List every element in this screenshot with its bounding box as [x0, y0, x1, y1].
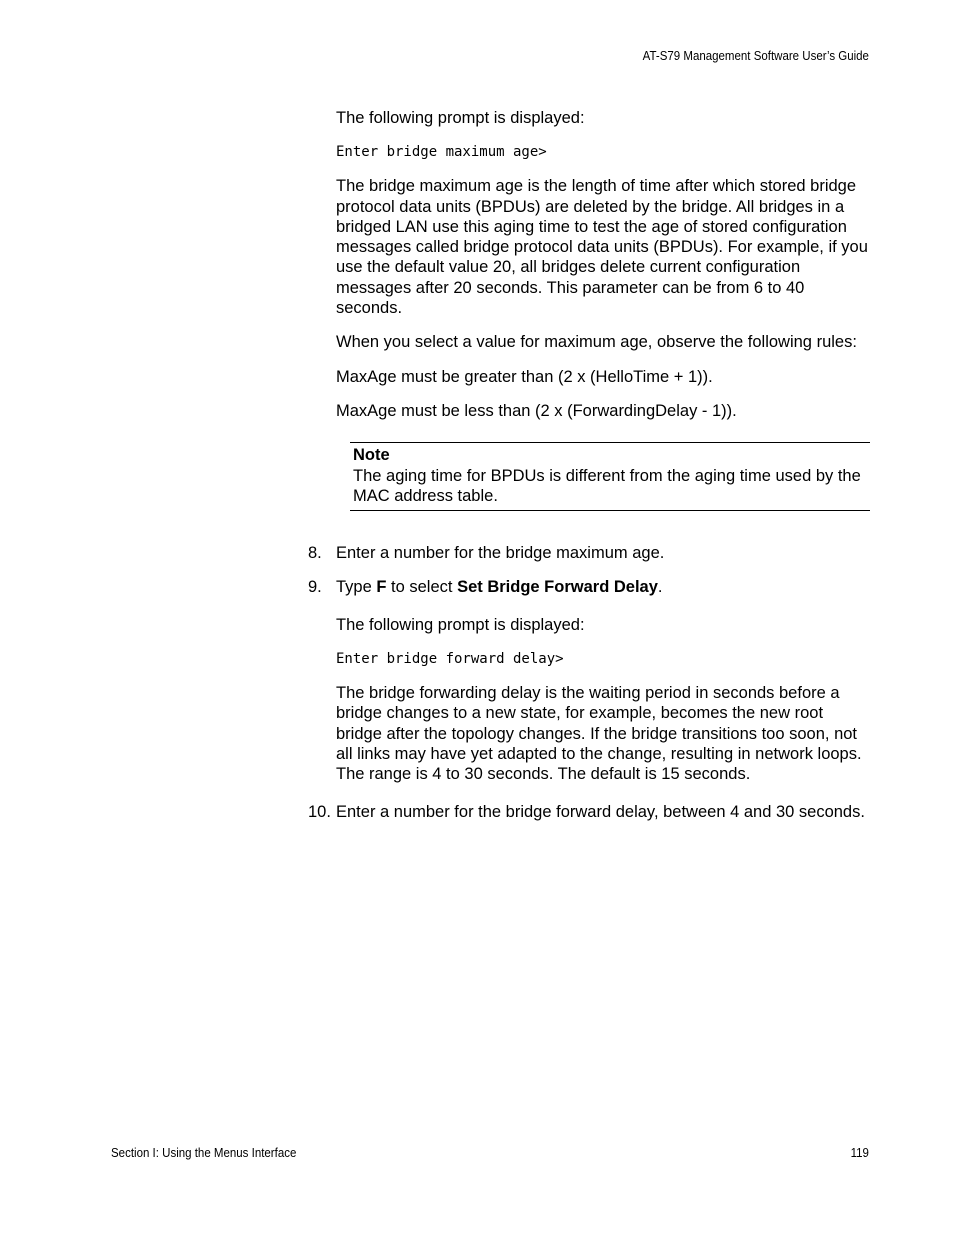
note-text: The aging time for BPDUs is different from the aging time used by the MAC address table. — [353, 466, 861, 505]
step-8 — [308, 543, 870, 563]
paragraph-rules-intro: When you select a value for maximum age, observe the following rules: — [336, 333, 857, 352]
paragraph-forward-delay: The bridge forwarding delay is the waiting period in seconds before a bridge changes to a new state, for example, becomes the new root bridge after the topology changes. If the bridge transitions too soon, not all links may have yet adapted to the change, resulting in network loops. The range is 4 to 30 seconds. The default is 15 seconds. — [336, 684, 862, 784]
step-number: 8. — [308, 544, 322, 563]
prompt-intro: The following prompt is displayed: — [336, 615, 585, 634]
page-number: 119 — [850, 1146, 869, 1160]
paragraph-max-age: The bridge maximum age is the length of time after which stored bridge protocol data units (BPDUs) are deleted by the bridge. All bridges in a bridged LAN use this aging time to test the age of stored configuration messages called bridge protocol data units (BPDUs). For example, if you use the default value 20, all bridges delete current configuration messages after 20 seconds. This parameter can be from 6 to 40 seconds. — [336, 177, 868, 318]
step-text: Enter a number for the bridge forward delay, between 4 and 30 seconds. — [336, 802, 865, 821]
note-box — [350, 442, 870, 511]
step-number: 9. — [308, 578, 322, 597]
footer-section: Section I: Using the Menus Interface — [111, 1146, 297, 1160]
step-9 — [308, 577, 870, 597]
step-number: 10. — [308, 802, 331, 821]
step-10 — [308, 802, 870, 822]
step-text-suffix: . — [657, 578, 663, 597]
step-option: Set Bridge Forward Delay — [457, 578, 658, 597]
rule-max-age-less: MaxAge must be less than (2 x (ForwardingDelay - 1)). — [336, 401, 737, 420]
running-header: AT-S79 Management Software User’s Guide — [642, 49, 869, 63]
prompt-intro: The following prompt is displayed: — [336, 109, 585, 127]
code-prompt-forward-delay: Enter bridge forward delay> — [336, 651, 564, 668]
rule-max-age-greater: MaxAge must be greater than (2 x (HelloTime + 1)). — [336, 367, 713, 386]
step-text-middle: to select — [386, 578, 458, 597]
step-key: F — [376, 578, 387, 597]
note-title: Note — [353, 446, 390, 465]
step-text-prefix: Type — [336, 578, 377, 597]
code-prompt-max-age: Enter bridge maximum age> — [336, 144, 547, 161]
step-text: Enter a number for the bridge maximum age. — [336, 544, 665, 563]
main-content — [308, 108, 870, 836]
